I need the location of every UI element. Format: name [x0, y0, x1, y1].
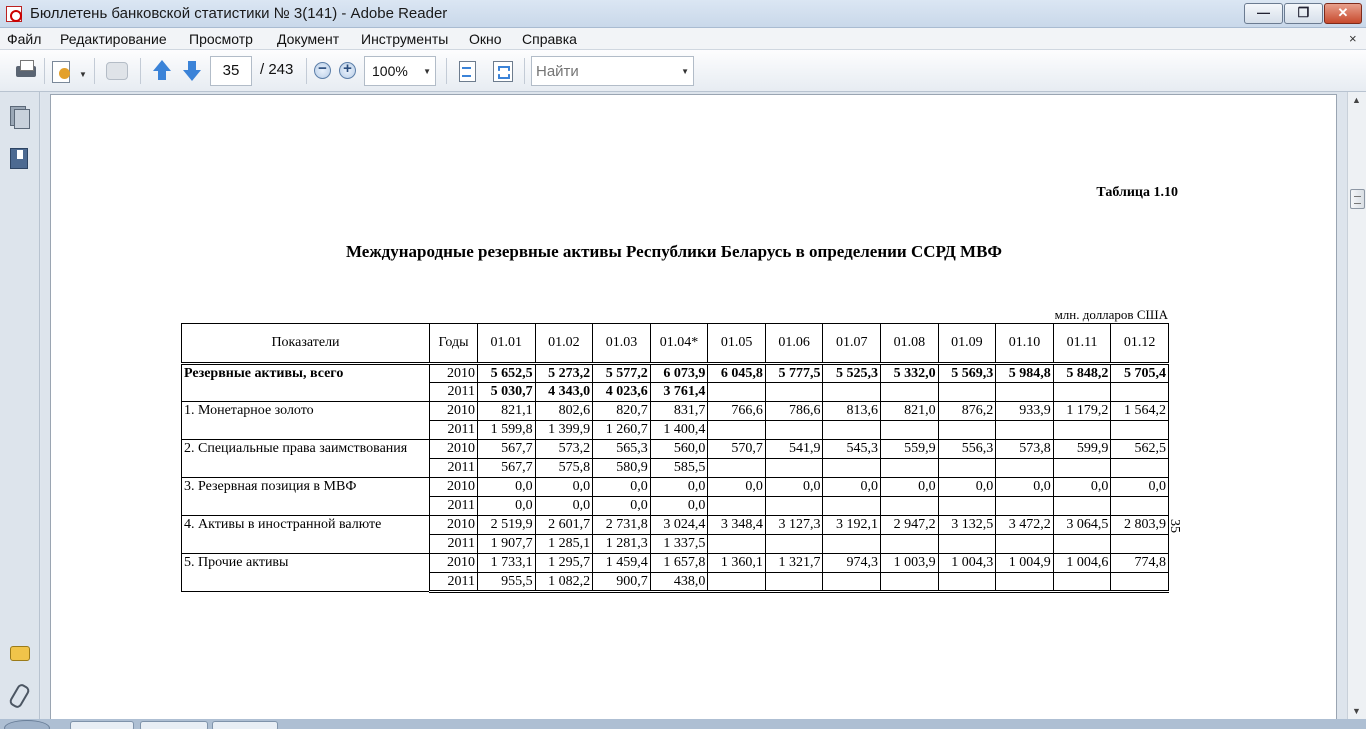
- taskbar-button[interactable]: [140, 721, 208, 729]
- value-cell: 974,3: [823, 554, 881, 573]
- value-cell: [996, 573, 1054, 592]
- value-cell: 6 073,9: [650, 364, 708, 383]
- value-cell: 1 564,2: [1111, 402, 1169, 421]
- title-bar: [0, 0, 1366, 28]
- value-cell: 0,0: [535, 497, 593, 516]
- value-cell: 2 519,9: [478, 516, 536, 535]
- bookmarks-icon[interactable]: [10, 148, 28, 168]
- value-cell: [938, 535, 996, 554]
- indicator-name: 5. Прочие активы: [182, 554, 430, 573]
- value-cell: 3 472,2: [996, 516, 1054, 535]
- table-row: [182, 516, 1169, 535]
- value-cell: 0,0: [1053, 478, 1111, 497]
- header-month: 01.03: [593, 324, 651, 364]
- value-cell: [881, 421, 939, 440]
- value-cell: 1 337,5: [650, 535, 708, 554]
- value-cell: [823, 535, 881, 554]
- value-cell: 2 803,9: [1111, 516, 1169, 535]
- value-cell: 565,3: [593, 440, 651, 459]
- table-row: [182, 383, 1169, 402]
- value-cell: [1111, 421, 1169, 440]
- value-cell: 0,0: [478, 497, 536, 516]
- menu-window[interactable]: Окно: [469, 31, 502, 47]
- value-cell: 0,0: [593, 497, 651, 516]
- value-cell: 955,5: [478, 573, 536, 592]
- indicator-name: 4. Активы в иностранной валюте: [182, 516, 430, 535]
- table-row: [182, 573, 1169, 592]
- value-cell: 5 848,2: [1053, 364, 1111, 383]
- value-cell: 3 127,3: [765, 516, 823, 535]
- value-cell: 0,0: [938, 478, 996, 497]
- taskbar-button[interactable]: [212, 721, 278, 729]
- value-cell: 5 569,3: [938, 364, 996, 383]
- value-cell: 3 761,4: [650, 383, 708, 402]
- value-cell: 570,7: [708, 440, 766, 459]
- value-cell: [996, 383, 1054, 402]
- value-cell: 4 023,6: [593, 383, 651, 402]
- value-cell: [708, 535, 766, 554]
- year-cell: 2010: [430, 554, 478, 573]
- value-cell: 831,7: [650, 402, 708, 421]
- header-month: 01.09: [938, 324, 996, 364]
- maximize-button[interactable]: [1284, 3, 1323, 24]
- value-cell: 562,5: [1111, 440, 1169, 459]
- menu-help[interactable]: Справка: [522, 31, 577, 47]
- menu-file[interactable]: Файл: [7, 31, 42, 47]
- table-row: [182, 478, 1169, 497]
- value-cell: 1 599,8: [478, 421, 536, 440]
- previous-page-icon[interactable]: [150, 59, 174, 83]
- scrollbar-thumb[interactable]: [1350, 189, 1365, 209]
- year-cell: 2010: [430, 402, 478, 421]
- value-cell: 1 399,9: [535, 421, 593, 440]
- indicator-name: [182, 573, 430, 592]
- value-cell: 5 984,8: [996, 364, 1054, 383]
- value-cell: [823, 497, 881, 516]
- value-cell: [938, 459, 996, 478]
- table-row: [182, 554, 1169, 573]
- value-cell: [938, 383, 996, 402]
- chevron-down-icon[interactable]: ▼: [681, 67, 689, 76]
- value-cell: [765, 497, 823, 516]
- value-cell: 820,7: [593, 402, 651, 421]
- value-cell: [881, 497, 939, 516]
- value-cell: 599,9: [1053, 440, 1111, 459]
- value-cell: [823, 421, 881, 440]
- value-cell: 541,9: [765, 440, 823, 459]
- year-cell: 2011: [430, 383, 478, 402]
- year-cell: 2011: [430, 459, 478, 478]
- value-cell: [1111, 535, 1169, 554]
- value-cell: [996, 497, 1054, 516]
- value-cell: 0,0: [996, 478, 1054, 497]
- value-cell: [1053, 459, 1111, 478]
- value-cell: 1 459,4: [593, 554, 651, 573]
- next-page-icon[interactable]: [180, 59, 204, 83]
- plus-icon: +: [343, 60, 352, 77]
- value-cell: [1111, 383, 1169, 402]
- value-cell: 5 525,3: [823, 364, 881, 383]
- table-header-row: [182, 324, 1169, 364]
- menu-view[interactable]: Просмотр: [189, 31, 253, 47]
- value-cell: 0,0: [1111, 478, 1169, 497]
- header-month: 01.01: [478, 324, 536, 364]
- indicator-name: Резервные активы, всего: [182, 364, 430, 383]
- zoom-value: 100%: [372, 63, 408, 79]
- value-cell: 545,3: [823, 440, 881, 459]
- value-cell: 802,6: [535, 402, 593, 421]
- value-cell: 900,7: [593, 573, 651, 592]
- value-cell: [996, 459, 1054, 478]
- value-cell: [938, 497, 996, 516]
- value-cell: 1 260,7: [593, 421, 651, 440]
- minus-icon: −: [318, 60, 327, 77]
- value-cell: 1 004,3: [938, 554, 996, 573]
- value-cell: 5 652,5: [478, 364, 536, 383]
- restore-icon: ❐: [1297, 5, 1310, 20]
- page-number-label: 35: [1167, 519, 1182, 533]
- value-cell: [708, 497, 766, 516]
- value-cell: [823, 383, 881, 402]
- menu-bar: [0, 28, 1366, 50]
- value-cell: 2 601,7: [535, 516, 593, 535]
- start-orb[interactable]: [4, 720, 50, 729]
- value-cell: 0,0: [881, 478, 939, 497]
- indicator-name: [182, 535, 430, 554]
- value-cell: 5 332,0: [881, 364, 939, 383]
- value-cell: 5 577,2: [593, 364, 651, 383]
- value-cell: [1053, 535, 1111, 554]
- value-cell: [1053, 497, 1111, 516]
- value-cell: 1 400,4: [650, 421, 708, 440]
- close-document-icon[interactable]: ×: [1349, 31, 1357, 46]
- year-cell: 2011: [430, 535, 478, 554]
- taskbar-button[interactable]: [70, 721, 134, 729]
- value-cell: [881, 535, 939, 554]
- value-cell: 556,3: [938, 440, 996, 459]
- menu-edit[interactable]: Редактирование: [60, 31, 167, 47]
- value-cell: 3 192,1: [823, 516, 881, 535]
- value-cell: [881, 383, 939, 402]
- value-cell: [765, 459, 823, 478]
- units-label: млн. долларов США: [1054, 307, 1168, 322]
- indicator-name: 3. Резервная позиция в МВФ: [182, 478, 430, 497]
- header-month: 01.08: [881, 324, 939, 364]
- value-cell: 0,0: [593, 478, 651, 497]
- navigation-pane: [0, 92, 40, 729]
- year-cell: 2010: [430, 440, 478, 459]
- value-cell: 0,0: [823, 478, 881, 497]
- header-year: Годы: [430, 324, 478, 364]
- header-month: 01.05: [708, 324, 766, 364]
- value-cell: 813,6: [823, 402, 881, 421]
- value-cell: 3 024,4: [650, 516, 708, 535]
- indicator-name: 1. Монетарное золото: [182, 402, 430, 421]
- value-cell: 933,9: [996, 402, 1054, 421]
- value-cell: 0,0: [765, 478, 823, 497]
- value-cell: [938, 421, 996, 440]
- value-cell: 1 295,7: [535, 554, 593, 573]
- value-cell: [938, 573, 996, 592]
- year-cell: 2010: [430, 516, 478, 535]
- value-cell: 1 004,9: [996, 554, 1054, 573]
- menu-tools[interactable]: Инструменты: [361, 31, 449, 47]
- value-cell: 438,0: [650, 573, 708, 592]
- value-cell: [823, 459, 881, 478]
- zoom-select[interactable]: [364, 56, 436, 86]
- value-cell: [765, 383, 823, 402]
- year-cell: 2011: [430, 421, 478, 440]
- minimize-button[interactable]: [1244, 3, 1283, 24]
- reserve-assets-table: [181, 323, 1169, 593]
- header-month: 01.04*: [650, 324, 708, 364]
- chevron-down-icon[interactable]: ▼: [79, 70, 87, 79]
- scroll-up-icon[interactable]: ▲: [1352, 95, 1361, 105]
- header-month: 01.02: [535, 324, 593, 364]
- value-cell: 821,1: [478, 402, 536, 421]
- value-cell: 0,0: [650, 497, 708, 516]
- value-cell: 876,2: [938, 402, 996, 421]
- minimize-icon: —: [1257, 5, 1270, 20]
- header-month: 01.07: [823, 324, 881, 364]
- value-cell: 1 179,2: [1053, 402, 1111, 421]
- year-cell: 2010: [430, 364, 478, 383]
- value-cell: [1111, 459, 1169, 478]
- comments-icon[interactable]: [10, 644, 28, 664]
- table-row: [182, 535, 1169, 554]
- value-cell: [1053, 383, 1111, 402]
- indicator-name: [182, 421, 430, 440]
- value-cell: 4 343,0: [535, 383, 593, 402]
- value-cell: 821,0: [881, 402, 939, 421]
- zoom-out-button[interactable]: [314, 62, 331, 79]
- value-cell: [1053, 421, 1111, 440]
- value-cell: 575,8: [535, 459, 593, 478]
- value-cell: 5 777,5: [765, 364, 823, 383]
- value-cell: 3 348,4: [708, 516, 766, 535]
- value-cell: [708, 383, 766, 402]
- indicator-name: [182, 497, 430, 516]
- organizer-icon[interactable]: [50, 59, 74, 83]
- value-cell: 0,0: [708, 478, 766, 497]
- value-cell: 1 657,8: [650, 554, 708, 573]
- page-total: / 243: [260, 61, 294, 78]
- search-box[interactable]: [531, 56, 694, 86]
- value-cell: 1 360,1: [708, 554, 766, 573]
- value-cell: 560,0: [650, 440, 708, 459]
- value-cell: 2 731,8: [593, 516, 651, 535]
- header-month: 01.10: [996, 324, 1054, 364]
- value-cell: [881, 459, 939, 478]
- toolbar-separator: [140, 58, 141, 84]
- value-cell: 3 064,5: [1053, 516, 1111, 535]
- value-cell: 0,0: [478, 478, 536, 497]
- pdf-page: [50, 94, 1337, 729]
- value-cell: 1 907,7: [478, 535, 536, 554]
- close-icon: ✕: [1337, 5, 1349, 20]
- indicator-name: [182, 459, 430, 478]
- value-cell: 2 947,2: [881, 516, 939, 535]
- comment-icon[interactable]: [103, 59, 131, 83]
- value-cell: [996, 421, 1054, 440]
- value-cell: 774,8: [1111, 554, 1169, 573]
- table-title: Международные резервные активы Республики Беларусь в определении ССРД МВФ: [345, 242, 1003, 261]
- table-row: [182, 497, 1169, 516]
- header-indicator: Показатели: [182, 324, 430, 364]
- value-cell: [881, 573, 939, 592]
- value-cell: 1 003,9: [881, 554, 939, 573]
- print-icon[interactable]: [13, 59, 39, 83]
- toolbar-separator: [524, 58, 525, 84]
- value-cell: 0,0: [650, 478, 708, 497]
- value-cell: [708, 421, 766, 440]
- value-cell: [1053, 573, 1111, 592]
- full-screen-icon[interactable]: [491, 59, 515, 83]
- value-cell: 585,5: [650, 459, 708, 478]
- chevron-down-icon[interactable]: ▼: [423, 67, 431, 76]
- year-cell: 2011: [430, 573, 478, 592]
- close-button[interactable]: [1324, 3, 1362, 24]
- value-cell: 1 082,2: [535, 573, 593, 592]
- value-cell: 786,6: [765, 402, 823, 421]
- value-cell: 5 273,2: [535, 364, 593, 383]
- value-cell: [1111, 573, 1169, 592]
- toolbar-separator: [44, 58, 45, 84]
- document-viewport[interactable]: [41, 92, 1347, 729]
- value-cell: 580,9: [593, 459, 651, 478]
- value-cell: 1 321,7: [765, 554, 823, 573]
- value-cell: 6 045,8: [708, 364, 766, 383]
- search-input[interactable]: [536, 61, 676, 81]
- fit-page-icon[interactable]: [456, 59, 478, 83]
- value-cell: 0,0: [535, 478, 593, 497]
- value-cell: 573,2: [535, 440, 593, 459]
- value-cell: 1 733,1: [478, 554, 536, 573]
- indicator-name: [182, 383, 430, 402]
- indicator-name: 2. Специальные права заимствования: [182, 440, 430, 459]
- table-number: Таблица 1.10: [1096, 185, 1178, 200]
- vertical-scrollbar[interactable]: [1347, 92, 1366, 729]
- table-row: [182, 459, 1169, 478]
- attachment-icon[interactable]: [10, 684, 28, 704]
- header-month: 01.11: [1053, 324, 1111, 364]
- value-cell: 567,7: [478, 459, 536, 478]
- toolbar-separator: [94, 58, 95, 84]
- value-cell: 3 132,5: [938, 516, 996, 535]
- page-thumbnails-icon[interactable]: [10, 106, 28, 126]
- zoom-in-button[interactable]: [339, 62, 356, 79]
- table-row: [182, 402, 1169, 421]
- header-month: 01.12: [1111, 324, 1169, 364]
- year-cell: 2011: [430, 497, 478, 516]
- adobe-reader-icon: [6, 6, 22, 22]
- value-cell: 766,6: [708, 402, 766, 421]
- taskbar: [0, 719, 1366, 729]
- value-cell: [823, 573, 881, 592]
- value-cell: 567,7: [478, 440, 536, 459]
- value-cell: [708, 459, 766, 478]
- value-cell: 573,8: [996, 440, 1054, 459]
- value-cell: [996, 535, 1054, 554]
- value-cell: [765, 573, 823, 592]
- value-cell: 1 004,6: [1053, 554, 1111, 573]
- value-cell: 1 281,3: [593, 535, 651, 554]
- table-row: [182, 440, 1169, 459]
- year-cell: 2010: [430, 478, 478, 497]
- toolbar-separator: [306, 58, 307, 84]
- value-cell: 5 705,4: [1111, 364, 1169, 383]
- value-cell: [765, 421, 823, 440]
- table-row: [182, 364, 1169, 383]
- value-cell: 1 285,1: [535, 535, 593, 554]
- toolbar-separator: [446, 58, 447, 84]
- page-number-input[interactable]: 35: [210, 56, 252, 86]
- menu-document[interactable]: Документ: [277, 31, 340, 47]
- value-cell: 5 030,7: [478, 383, 536, 402]
- value-cell: [1111, 497, 1169, 516]
- header-month: 01.06: [765, 324, 823, 364]
- table-row: [182, 421, 1169, 440]
- value-cell: 559,9: [881, 440, 939, 459]
- window-title: Бюллетень банковской статистики № 3(141) - Adobe Reader: [30, 5, 448, 22]
- value-cell: [708, 573, 766, 592]
- scroll-down-icon[interactable]: ▼: [1352, 706, 1361, 716]
- value-cell: [765, 535, 823, 554]
